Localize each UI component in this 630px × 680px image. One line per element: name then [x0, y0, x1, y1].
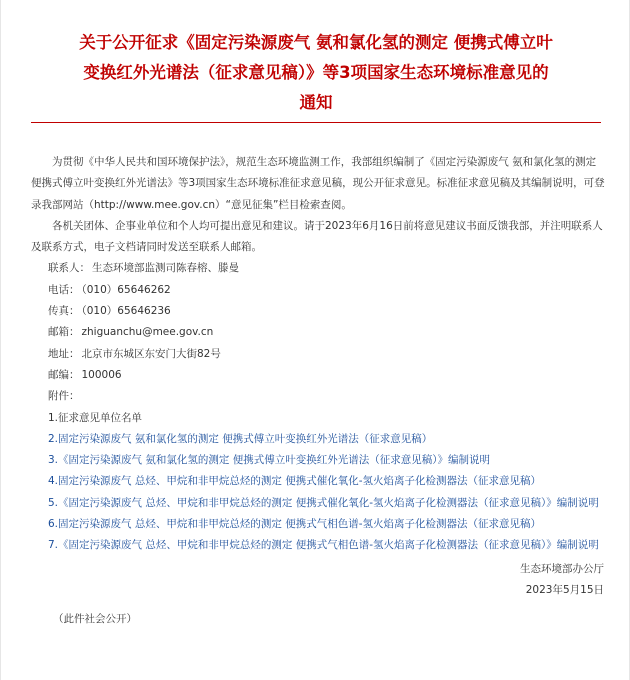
contact-fax	[31, 301, 606, 322]
notice-title-line: 变换红外光谱法（征求意见稿）》等3项国家生态环境标准意见的	[83, 63, 549, 82]
signature-date: 2023年5月15日	[525, 583, 604, 596]
public-note: （此件社会公开）	[53, 613, 137, 626]
contact-postcode-label: 邮编：	[48, 368, 80, 381]
notice-body	[31, 152, 606, 631]
contact-phone-label: 电话：	[48, 283, 80, 296]
feedback-paragraph: 各机关团体、企事业单位和个人均可提出意见和建议。请于2023年6月16日前将意见建议书面反馈我部，并注明联系人及联系方式，电子文档请同时发送至联系人邮箱。	[31, 219, 603, 254]
contact-person	[31, 258, 606, 279]
notice-title	[41, 28, 591, 118]
signature-org: 生态环境部办公厅	[520, 562, 604, 575]
contact-email-value: zhiguanchu@mee.gov.cn	[81, 326, 214, 339]
contact-fax-label: 传真：	[48, 305, 80, 318]
attachment-link-6[interactable]: 6.固定污染源废气 总烃、甲烷和非甲烷总烃的测定 便携式气相色谱-氢火焰离子化检测器法（征求意见稿）	[48, 518, 541, 531]
contact-email	[31, 322, 606, 343]
notice-title-line: 关于公开征求《固定污染源废气 氨和氯化氢的测定 便携式傅立叶	[79, 33, 553, 52]
attachment-link-2[interactable]: 2.固定污染源废气 氨和氯化氢的测定 便携式傅立叶变换红外光谱法（征求意见稿）	[48, 432, 433, 445]
contact-phone-value: （010）65646262	[81, 283, 171, 296]
attachment-item-1: 1.征求意见单位名单	[48, 411, 143, 424]
contact-fax-value: （010）65646236	[81, 305, 171, 318]
contact-person-label: 联系人：	[48, 262, 90, 275]
intro-paragraph: 为贯彻《中华人民共和国环境保护法》，规范生态环境监测工作，我部组织编制了《固定污染源废气 氨和氯化氢的测定 便携式傅立叶变换红外光谱法》等3项国家生态环境标准征求意见稿，现公开征求意见。标准征求意见稿及其编制说明，可登录我部网站（http://www.mee.gov.cn）“意见征集”栏目检索查阅。	[31, 156, 605, 211]
attachments-heading: 附件：	[48, 390, 80, 403]
contact-person-value: 生态环境部监测司陈春榕、滕曼	[92, 262, 239, 275]
attachment-link-4[interactable]: 4.固定污染源废气 总烃、甲烷和非甲烷总烃的测定 便携式催化氧化-氢火焰离子化检测器法（征求意见稿）	[48, 475, 541, 488]
attachment-link-7[interactable]: 7.《固定污染源废气 总烃、甲烷和非甲烷总烃的测定 便携式气相色谱-氢火焰离子化检测器法（征求意见稿）》编制说明	[48, 539, 599, 552]
contact-address-value: 北京市东城区东安门大街82号	[81, 347, 221, 360]
contact-email-label: 邮箱：	[48, 326, 80, 339]
contact-postcode	[31, 365, 606, 386]
contact-phone	[31, 280, 606, 301]
contact-address-label: 地址：	[48, 347, 80, 360]
notice-title-line: 通知	[299, 93, 333, 112]
title-divider	[31, 122, 601, 123]
contact-address	[31, 344, 606, 365]
attachment-link-5[interactable]: 5.《固定污染源废气 总烃、甲烷和非甲烷总烃的测定 便携式催化氧化-氢火焰离子化检测器法（征求意见稿）》编制说明	[48, 496, 599, 509]
attachment-link-3[interactable]: 3.《固定污染源废气 氨和氯化氢的测定 便携式傅立叶变换红外光谱法（征求意见稿）》编制说明	[48, 454, 490, 467]
contact-postcode-value: 100006	[81, 368, 122, 381]
